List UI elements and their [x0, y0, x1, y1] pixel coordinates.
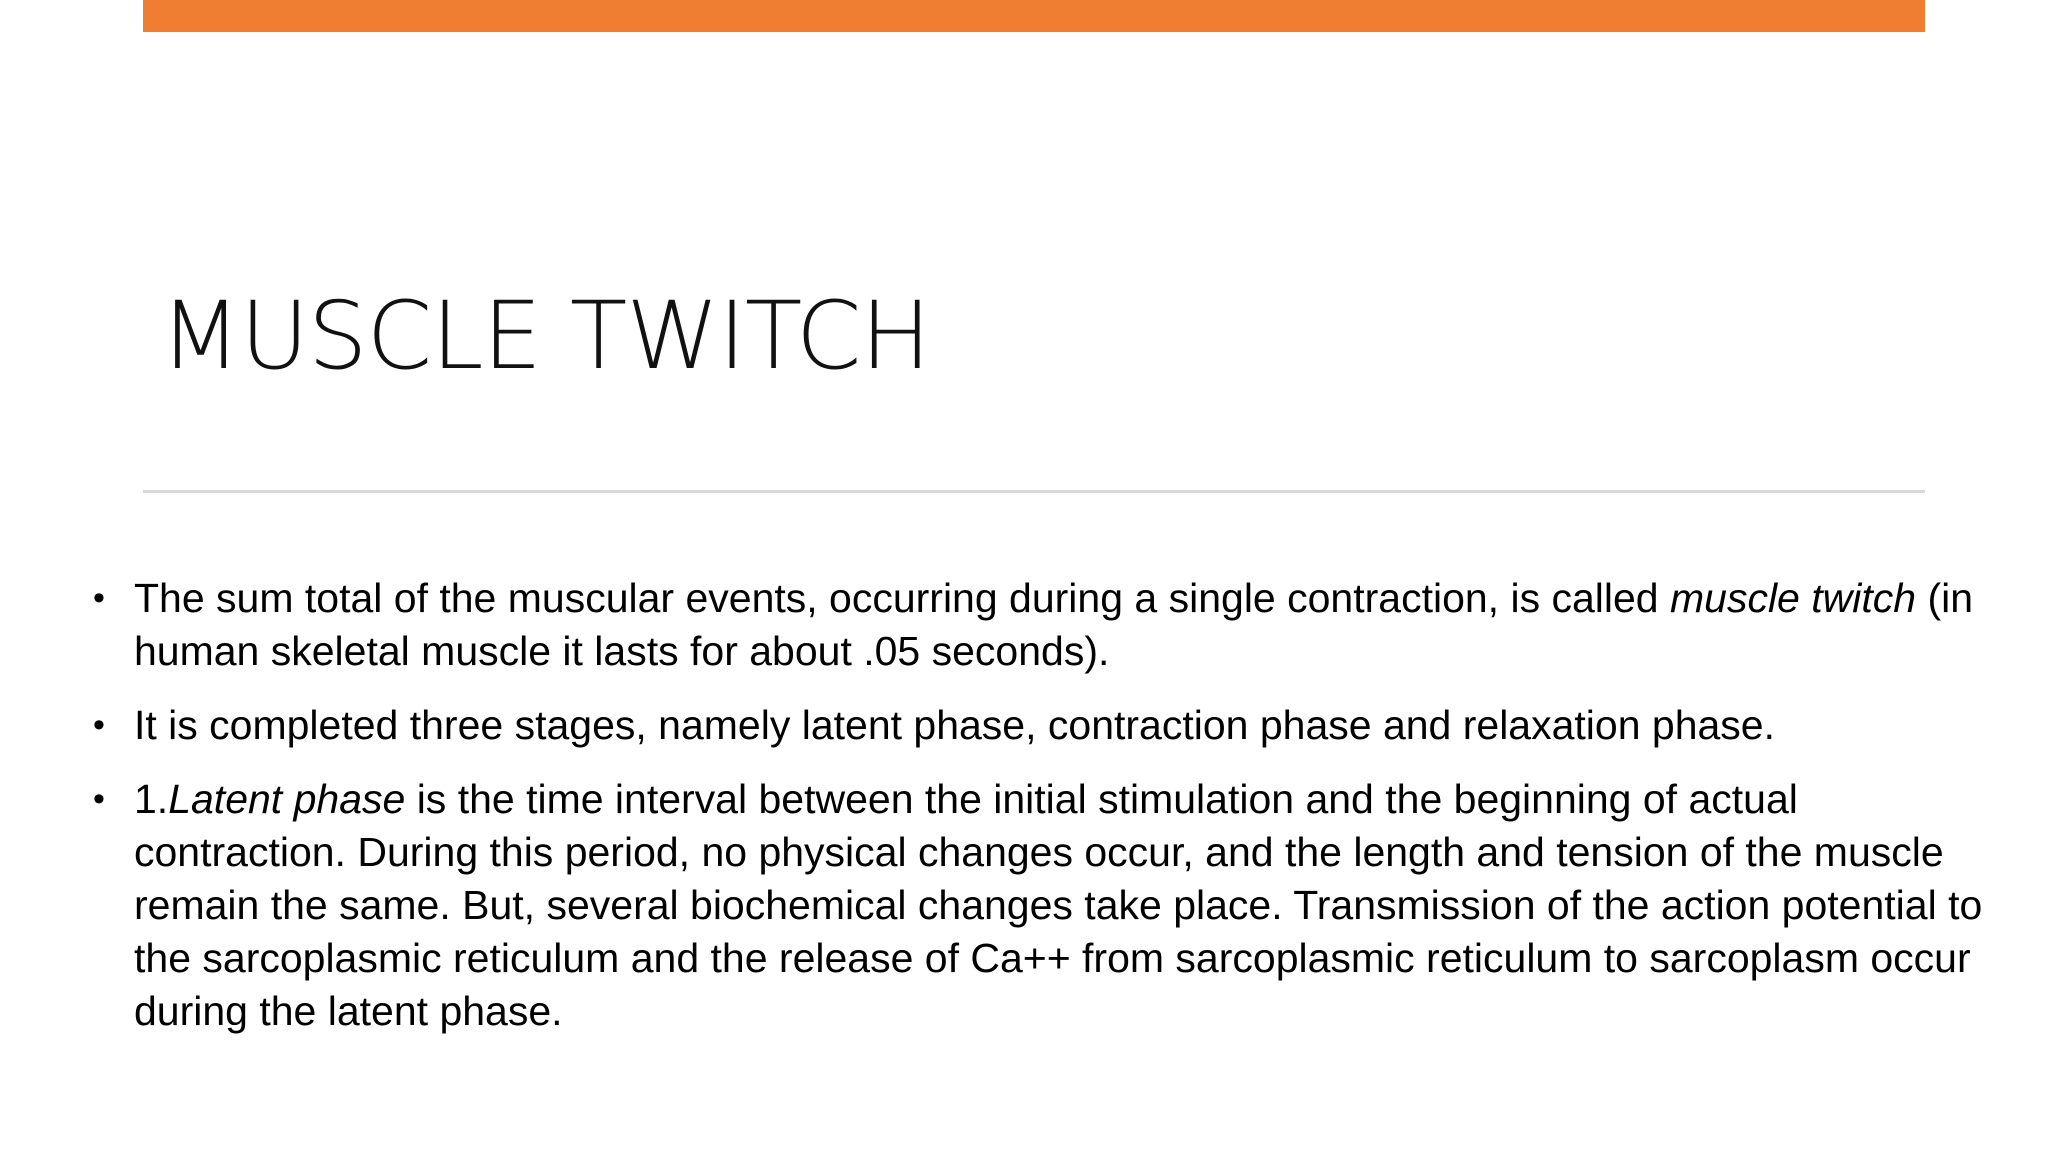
bullet-text-lead: The sum total of the muscular events, occurring during a single contraction, is called [134, 575, 1670, 621]
bullet-text-tail: (in human skeletal muscle it lasts for about .05 seconds). [134, 575, 1974, 674]
slide-title: MUSCLE TWITCH [160, 282, 931, 391]
bullet-text-emphasis: muscle twitch [1669, 575, 1917, 621]
bullet-text: It is completed three stages, namely latent phase, contraction phase and relaxation phase. [134, 702, 1776, 748]
bullet-text-lead: 1. [134, 776, 169, 822]
bullet-text-tail: is the time interval between the initial stimulation and the beginning of actual contraction. During this period, no physical changes occur, and the length and tension of the muscle remain the same. But, several biochemical changes take place. Transmission of the action potential to the sarcoplasmic reticulum and the release of Ca++ from sarcoplasmic reticulum to sarcoplasm occur during the latent phase. [134, 776, 1983, 1034]
bullet-text-emphasis: Latent phase [168, 776, 406, 822]
bullet-item-definition [88, 572, 1988, 678]
bullet-item-latent-phase [88, 773, 1988, 1038]
top-accent-bar [143, 0, 1925, 32]
bullet-dot-icon: • [93, 706, 105, 744]
bullet-dot-icon: • [93, 780, 105, 818]
bullet-item-stages [88, 699, 1988, 752]
bullet-dot-icon: • [93, 579, 105, 617]
bullet-list [88, 572, 1988, 1059]
title-divider [143, 490, 1925, 493]
